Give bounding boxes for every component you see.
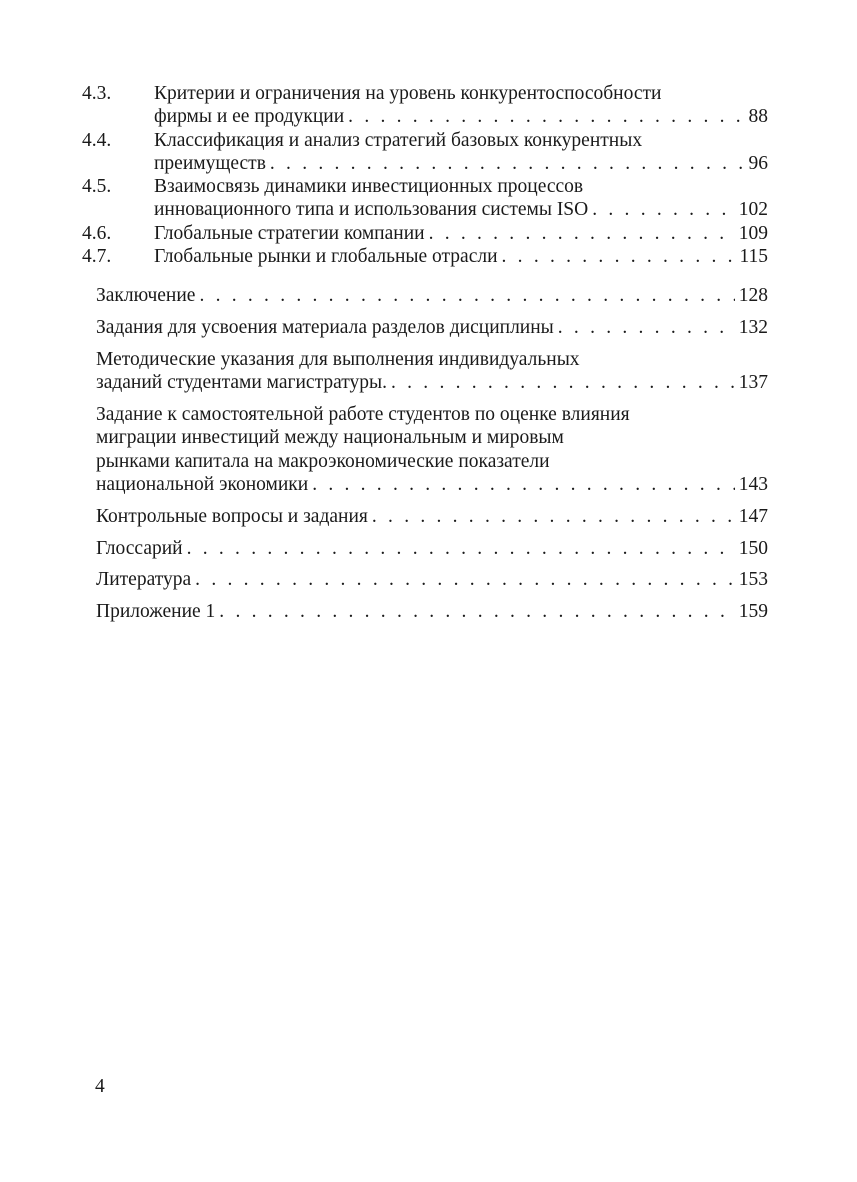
dot-leader [348, 105, 744, 128]
toc-entry-title-line: Заключение [96, 285, 196, 307]
dot-leader [502, 245, 736, 268]
toc-entry-page: 150 [738, 537, 768, 559]
toc-entry-title-line: Приложение 1 [96, 601, 216, 623]
toc-entry-references[interactable] [96, 568, 768, 591]
toc-entry-title-line: Критерии и ограничения на уровень конкурентоспособности [154, 83, 662, 104]
toc-entry-4-5[interactable] [82, 175, 768, 222]
toc-entry-page: 137 [738, 372, 768, 394]
dot-leader [391, 371, 735, 394]
toc-entry-title-line: фирмы и ее продукции [154, 106, 345, 128]
toc-entry-appendix-1[interactable] [96, 600, 768, 623]
page-number: 4 [95, 1076, 105, 1097]
toc-entry-review-questions[interactable] [96, 505, 768, 528]
toc-entry-title-line: Методические указания для выполнения индивидуальных [96, 348, 580, 370]
toc-entry-title-line: Литература [96, 569, 192, 591]
toc-entry-title-line: Классификация и анализ стратегий базовых конкурентных [154, 129, 643, 151]
toc-entry-page: 128 [738, 285, 768, 307]
toc-entry-title-line: национальной экономики [96, 473, 309, 495]
dot-leader [312, 473, 735, 496]
toc-entry-number: 4.7. [82, 246, 112, 268]
dot-leader [592, 198, 735, 221]
toc-entry-page: 96 [748, 152, 768, 174]
toc-entry-page: 115 [739, 246, 768, 268]
toc-entry-4-4[interactable] [82, 129, 768, 176]
toc-entry-number: 4.4. [82, 129, 112, 151]
toc-entry-page: 132 [738, 317, 768, 339]
toc-entry-title-line: заданий студентами магистратуры. [96, 372, 387, 394]
toc-entry-page: 102 [738, 199, 768, 221]
toc-entry-title-line: Глобальные стратегии компании [154, 222, 425, 244]
toc-entry-page: 88 [748, 106, 768, 128]
toc-entry-title-line: Контрольные вопросы и задания [96, 505, 368, 527]
toc-entry-page: 147 [738, 505, 768, 527]
toc-entry-title-line: Взаимосвязь динамики инвестиционных процессов [154, 176, 584, 198]
toc-entry-glossary[interactable] [96, 537, 768, 560]
toc-entry-page: 109 [738, 222, 768, 244]
toc-entry-independent-work[interactable] [96, 403, 768, 496]
table-of-contents [82, 82, 768, 623]
dot-leader [372, 505, 735, 528]
toc-entry-title-line: Задания для усвоения материала разделов дисциплины [96, 317, 554, 339]
toc-entry-number: 4.6. [82, 222, 112, 244]
toc-entry-page: 143 [738, 473, 768, 495]
dot-leader [429, 222, 735, 245]
toc-entry-4-7[interactable] [82, 245, 768, 268]
dot-leader [187, 537, 735, 560]
toc-entry-title-line: инновационного типа и использования системы ISO [154, 199, 589, 221]
toc-entry-title-line: миграции инвестиций между национальным и мировым [96, 427, 564, 449]
dot-leader [199, 284, 734, 307]
toc-entry-number: 4.5. [82, 176, 112, 198]
toc-entry-title-line: Задание к самостоятельной работе студентов по оценке влияния [96, 404, 630, 426]
toc-entry-title-line: преимуществ [154, 152, 266, 174]
dot-leader [195, 568, 735, 591]
toc-entry-4-6[interactable] [82, 222, 768, 245]
toc-entry-page: 153 [738, 569, 768, 591]
toc-entry-title-line: рынками капитала на макроэкономические показатели [96, 450, 550, 472]
dot-leader [219, 600, 734, 623]
dot-leader [270, 152, 745, 175]
toc-entry-4-3[interactable] [82, 82, 768, 129]
toc-entry-conclusion[interactable] [96, 284, 768, 307]
toc-entry-title-line: Глоссарий [96, 537, 183, 559]
toc-entry-guidelines[interactable] [96, 348, 768, 395]
toc-entry-assignments[interactable] [96, 316, 768, 339]
toc-entry-page: 159 [738, 601, 768, 623]
toc-entry-number: 4.3. [82, 83, 112, 104]
dot-leader [558, 316, 735, 339]
toc-entry-title-line: Глобальные рынки и глобальные отрасли [154, 246, 498, 268]
